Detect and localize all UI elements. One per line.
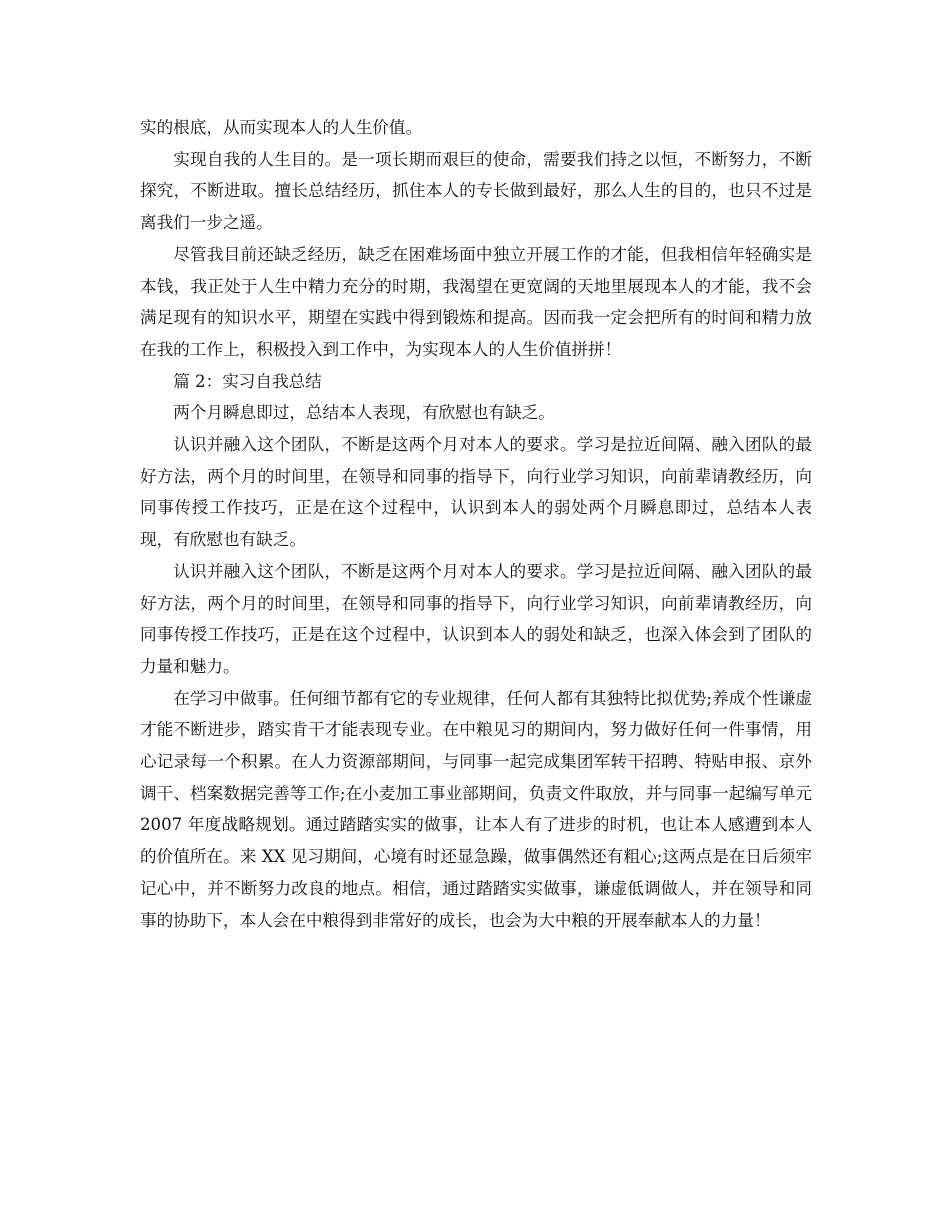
paragraph-team-2: 认识并融入这个团队，不断是这两个月对本人的要求。学习是拉近间隔、融入团队的最好方法，两个月的时间里，在领导和同事的指导下，向行业学习知识，向前辈请教经历，向同事传授工作技巧，正是在这个过程中，认识到本人的弱处和缺乏，也深入体会到了团队的力量和魅力。 — [140, 561, 812, 676]
paragraph-team-1: 认识并融入这个团队，不断是这两个月对本人的要求。学习是拉近间隔、融入团队的最好方法，两个月的时间里，在领导和同事的指导下，向行业学习知识，向前辈请教经历，向同事传授工作技巧，正是在这个过程中，认识到本人的弱处两个月瞬息即过，总结本人表现，有欣慰也有缺乏。 — [140, 435, 812, 550]
paragraph-intro: 两个月瞬息即过，总结本人表现，有欣慰也有缺乏。 — [173, 403, 555, 423]
document-page — [140, 112, 812, 936]
paragraph-life-goal: 实现自我的人生目的。是一项长期而艰巨的使命，需要我们持之以恒，不断努力，不断探究，不断进取。擅长总结经历，抓住本人的专长做到最好，那么人生的目的，也只不过是离我们一步之遥。 — [140, 149, 812, 233]
section-heading: 篇 2：实习自我总结 — [173, 371, 322, 391]
paragraph-continuation: 实的根底，从而实现本人的人生价值。 — [140, 118, 423, 137]
paragraph-learning: 在学习中做事。任何细节都有它的专业规律，任何人都有其独特比拟优势;养成个性谦虚才能不断进步，踏实肯干才能表现专业。在中粮见习的期间内，努力做好任何一件事情，用心记录每一个积累。在人力资源部期间，与同事一起完成集团军转干招聘、特贴申报、京外调干、档案数据完善等工作;在小麦加工事业部期间，负责文件取放，并与同事一起编写单元 2007 年度战略规划。通过踏踏实实的做事，让本人有了进步的时机，也让本人感遭到本人的价值所在。来 XX 见习期间，心境有时还显急躁，做事偶然还有粗心;这两点是在日后须牢记心中，并不断努力改良的地点。相信，通过踏踏实实做事，谦虚低调做人，并在领导和同事的协助下，本人会在中粮得到非常好的成长，也会为大中粮的开展奉献本人的力量！ — [140, 688, 812, 930]
paragraph-experience: 尽管我目前还缺乏经历，缺乏在困难场面中独立开展工作的才能，但我相信年轻确实是本钱，我正处于人生中精力充分的时期，我渴望在更宽阔的天地里展现本人的才能，我不会满足现有的知识水平，期望在实践中得到锻炼和提高。因而我一定会把所有的时间和精力放在我的工作上，积极投入到工作中，为实现本人的人生价值拼拼！ — [140, 244, 812, 359]
